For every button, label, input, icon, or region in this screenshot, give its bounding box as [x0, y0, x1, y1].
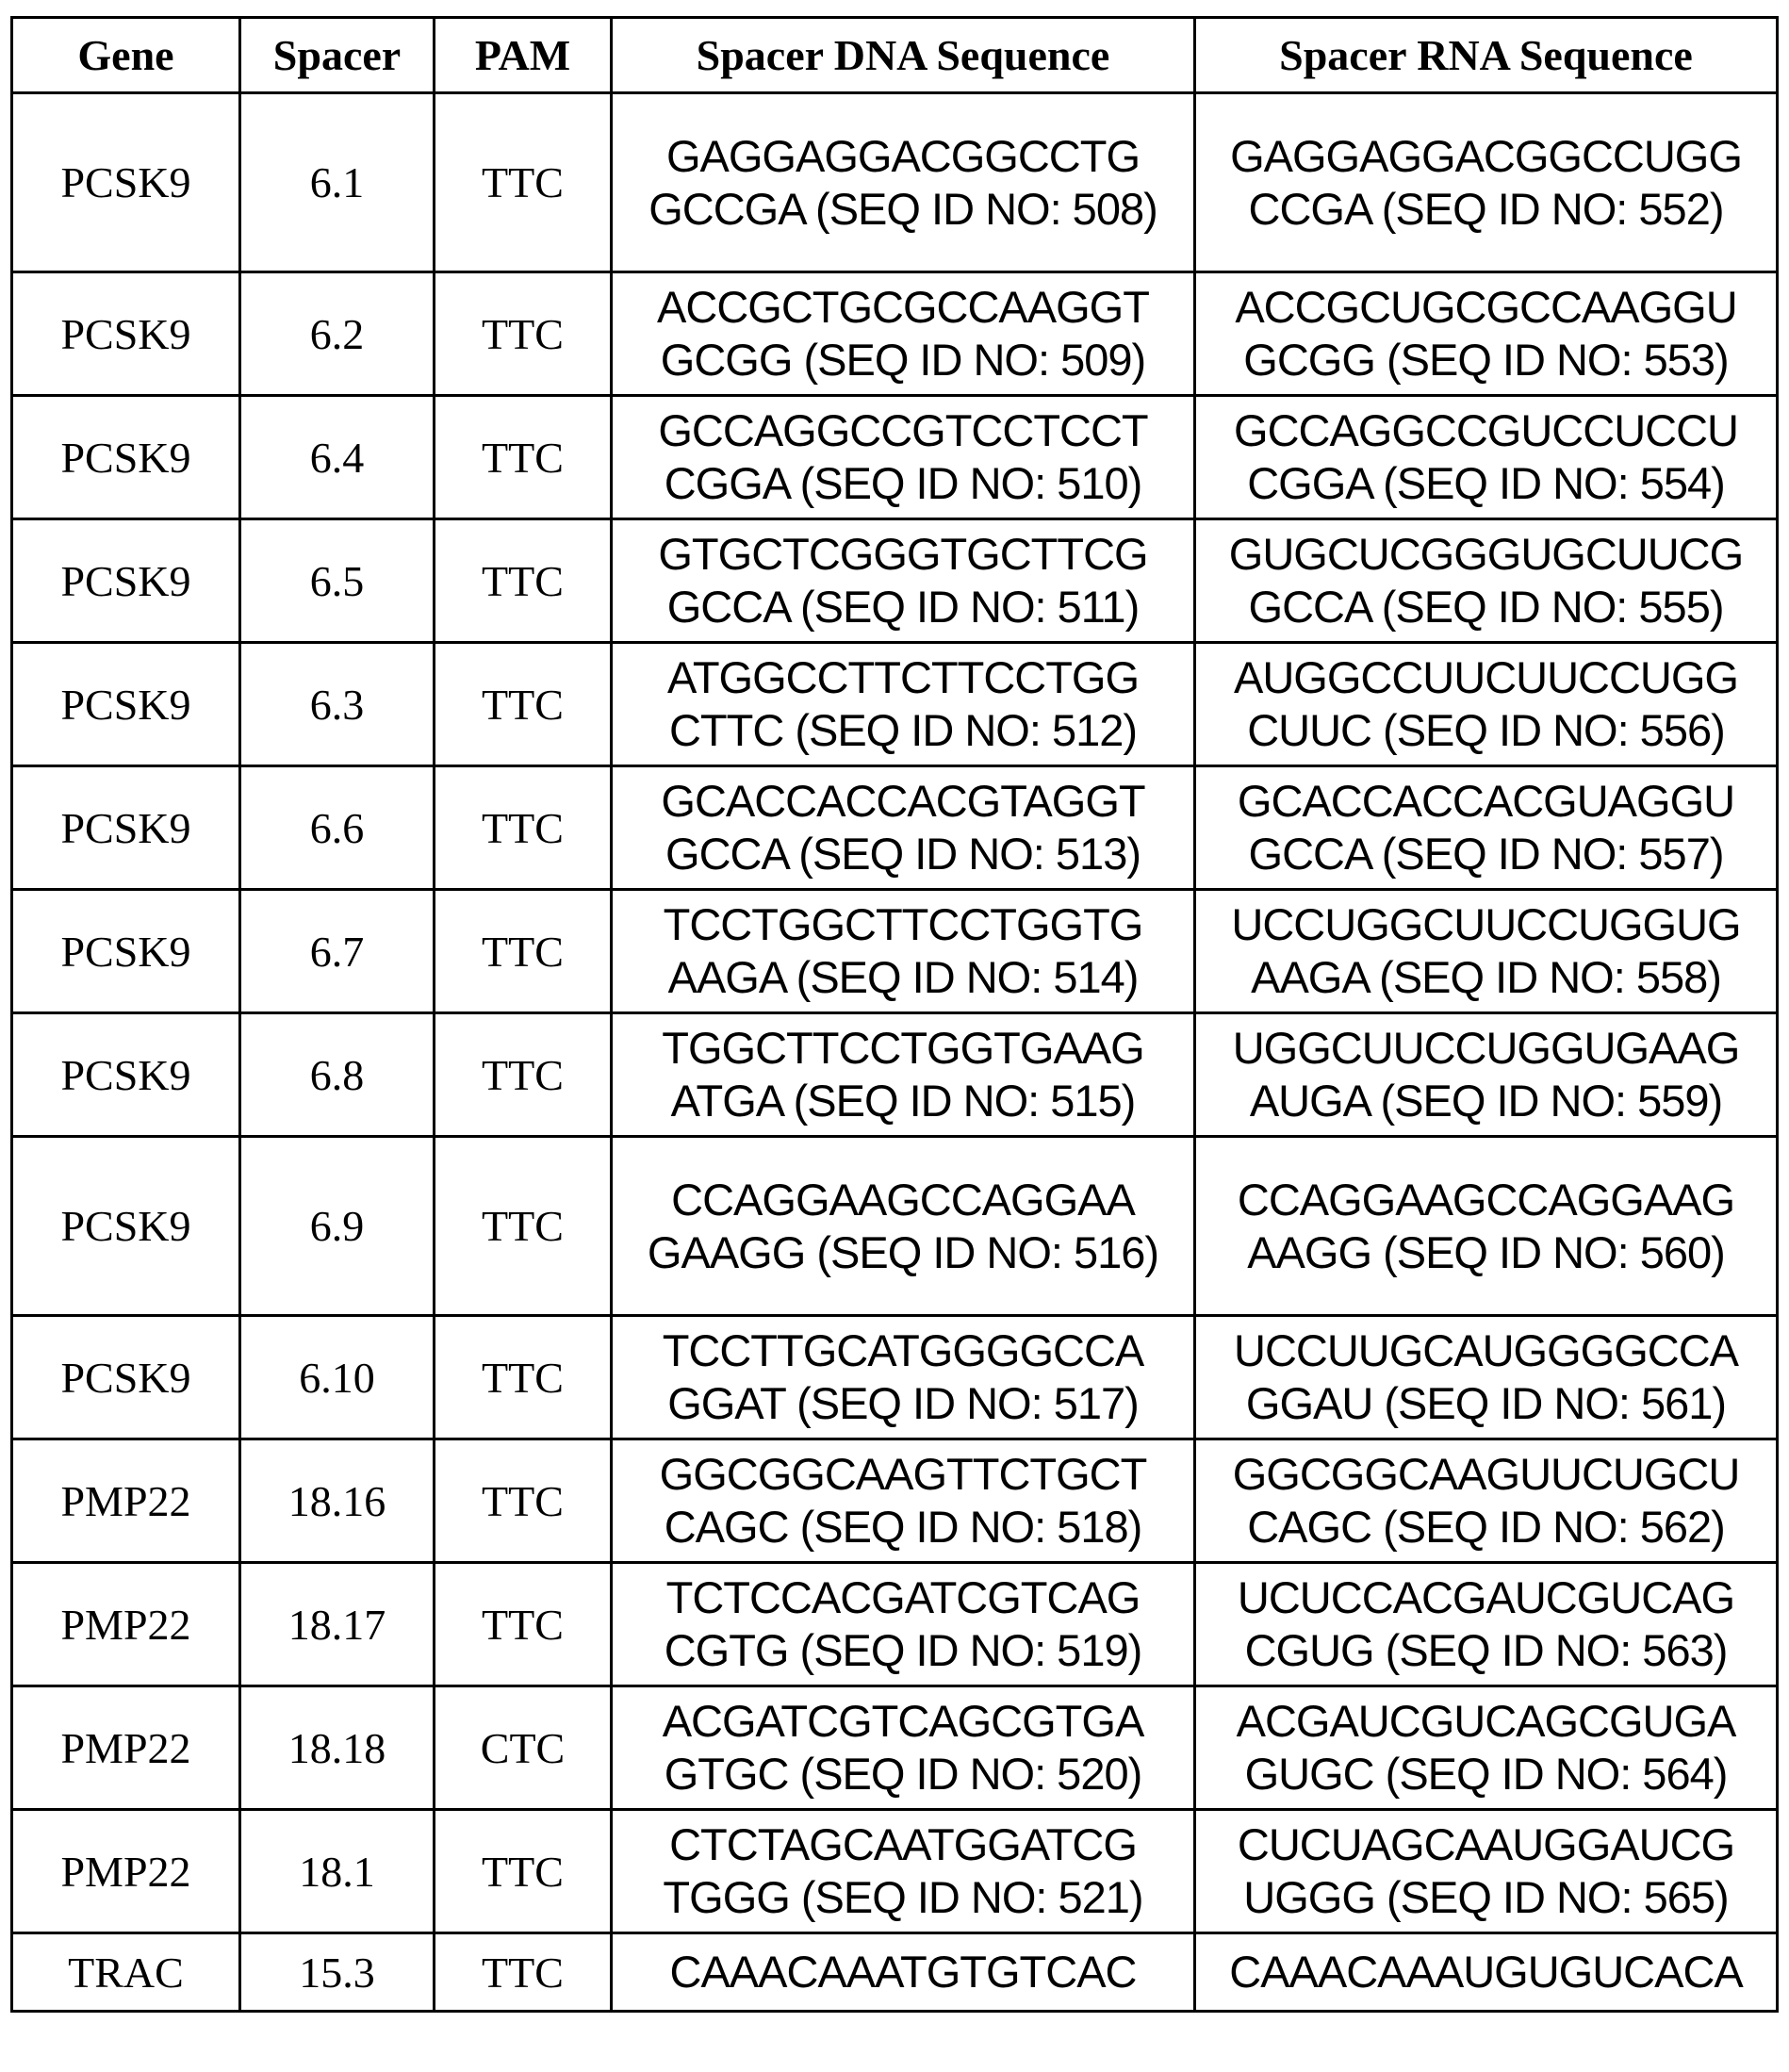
table-row	[12, 272, 1778, 396]
spacer-cell: 6.10	[240, 1316, 435, 1439]
spacer-cell: 6.2	[240, 272, 435, 396]
table-row	[12, 519, 1778, 643]
gene-cell: PCSK9	[12, 766, 240, 890]
dna-sequence-cell: CAAACAAATGTGTCAC	[612, 1933, 1195, 2012]
spacer-cell: 18.16	[240, 1439, 435, 1563]
header-dna-sequence: Spacer DNA Sequence	[612, 18, 1195, 93]
pam-cell: TTC	[435, 1439, 612, 1563]
dna-sequence-cell: TCTCCACGATCGTCAG CGTG (SEQ ID NO: 519)	[612, 1563, 1195, 1686]
table-row	[12, 93, 1778, 272]
dna-sequence-cell: GGCGGCAAGTTCTGCT CAGC (SEQ ID NO: 518)	[612, 1439, 1195, 1563]
pam-cell: TTC	[435, 93, 612, 272]
gene-cell: PCSK9	[12, 1013, 240, 1137]
pam-cell: TTC	[435, 766, 612, 890]
gene-cell: PMP22	[12, 1439, 240, 1563]
dna-sequence-cell: GAGGAGGACGGCCTG GCCGA (SEQ ID NO: 508)	[612, 93, 1195, 272]
gene-cell: PCSK9	[12, 643, 240, 766]
spacer-cell: 6.6	[240, 766, 435, 890]
dna-sequence-cell: TCCTTGCATGGGGCCA GGAT (SEQ ID NO: 517)	[612, 1316, 1195, 1439]
gene-cell: PCSK9	[12, 272, 240, 396]
rna-sequence-cell: GAGGAGGACGGCCUGG CCGA (SEQ ID NO: 552)	[1195, 93, 1778, 272]
gene-cell: TRAC	[12, 1933, 240, 2012]
pam-cell: TTC	[435, 519, 612, 643]
gene-cell: PMP22	[12, 1686, 240, 1810]
table-row	[12, 1686, 1778, 1810]
gene-cell: PMP22	[12, 1810, 240, 1933]
gene-cell: PMP22	[12, 1563, 240, 1686]
rna-sequence-cell: GCACCACCACGUAGGU GCCA (SEQ ID NO: 557)	[1195, 766, 1778, 890]
pam-cell: TTC	[435, 1013, 612, 1137]
rna-sequence-cell: UGGCUUCCUGGUGAAG AUGA (SEQ ID NO: 559)	[1195, 1013, 1778, 1137]
spacer-cell: 6.4	[240, 396, 435, 519]
spacer-cell: 15.3	[240, 1933, 435, 2012]
pam-cell: TTC	[435, 1137, 612, 1316]
rna-sequence-cell: GGCGGCAAGUUCUGCU CAGC (SEQ ID NO: 562)	[1195, 1439, 1778, 1563]
gene-cell: PCSK9	[12, 93, 240, 272]
spacer-cell: 6.3	[240, 643, 435, 766]
rna-sequence-cell: ACGAUCGUCAGCGUGA GUGC (SEQ ID NO: 564)	[1195, 1686, 1778, 1810]
gene-cell: PCSK9	[12, 396, 240, 519]
pam-cell: TTC	[435, 1933, 612, 2012]
dna-sequence-cell: CCAGGAAGCCAGGAA GAAGG (SEQ ID NO: 516)	[612, 1137, 1195, 1316]
table-row	[12, 396, 1778, 519]
rna-sequence-cell: CAAACAAAUGUGUCACA	[1195, 1933, 1778, 2012]
header-pam: PAM	[435, 18, 612, 93]
table-row	[12, 1439, 1778, 1563]
pam-cell: TTC	[435, 643, 612, 766]
dna-sequence-cell: ACCGCTGCGCCAAGGT GCGG (SEQ ID NO: 509)	[612, 272, 1195, 396]
rna-sequence-cell: UCUCCACGAUCGUCAG CGUG (SEQ ID NO: 563)	[1195, 1563, 1778, 1686]
spacer-cell: 6.1	[240, 93, 435, 272]
dna-sequence-cell: GCCAGGCCGTCCTCCT CGGA (SEQ ID NO: 510)	[612, 396, 1195, 519]
dna-sequence-cell: ATGGCCTTCTTCCTGG CTTC (SEQ ID NO: 512)	[612, 643, 1195, 766]
rna-sequence-cell: AUGGCCUUCUUCCUGG CUUC (SEQ ID NO: 556)	[1195, 643, 1778, 766]
spacer-cell: 18.17	[240, 1563, 435, 1686]
rna-sequence-cell: CCAGGAAGCCAGGAAG AAGG (SEQ ID NO: 560)	[1195, 1137, 1778, 1316]
spacer-cell: 6.7	[240, 890, 435, 1013]
table-row	[12, 766, 1778, 890]
pam-cell: TTC	[435, 272, 612, 396]
spacer-cell: 6.9	[240, 1137, 435, 1316]
pam-cell: TTC	[435, 1810, 612, 1933]
dna-sequence-cell: GTGCTCGGGTGCTTCG GCCA (SEQ ID NO: 511)	[612, 519, 1195, 643]
pam-cell: TTC	[435, 1563, 612, 1686]
table-row	[12, 643, 1778, 766]
spacer-cell: 6.5	[240, 519, 435, 643]
pam-cell: TTC	[435, 890, 612, 1013]
header-row	[12, 18, 1778, 93]
header-spacer: Spacer	[240, 18, 435, 93]
table-row	[12, 1013, 1778, 1137]
table-row	[12, 1810, 1778, 1933]
dna-sequence-cell: TGGCTTCCTGGTGAAG ATGA (SEQ ID NO: 515)	[612, 1013, 1195, 1137]
rna-sequence-cell: GCCAGGCCGUCCUCCU CGGA (SEQ ID NO: 554)	[1195, 396, 1778, 519]
rna-sequence-cell: GUGCUCGGGUGCUUCG GCCA (SEQ ID NO: 555)	[1195, 519, 1778, 643]
gene-cell: PCSK9	[12, 519, 240, 643]
header-gene: Gene	[12, 18, 240, 93]
dna-sequence-cell: TCCTGGCTTCCTGGTG AAGA (SEQ ID NO: 514)	[612, 890, 1195, 1013]
spacer-cell: 18.1	[240, 1810, 435, 1933]
spacer-cell: 6.8	[240, 1013, 435, 1137]
rna-sequence-cell: CUCUAGCAAUGGAUCG UGGG (SEQ ID NO: 565)	[1195, 1810, 1778, 1933]
gene-cell: PCSK9	[12, 1316, 240, 1439]
header-rna-sequence: Spacer RNA Sequence	[1195, 18, 1778, 93]
gene-cell: PCSK9	[12, 890, 240, 1013]
pam-cell: TTC	[435, 396, 612, 519]
table-row	[12, 1137, 1778, 1316]
table-row	[12, 1563, 1778, 1686]
rna-sequence-cell: UCCUGGCUUCCUGGUG AAGA (SEQ ID NO: 558)	[1195, 890, 1778, 1013]
gene-cell: PCSK9	[12, 1137, 240, 1316]
dna-sequence-cell: GCACCACCACGTAGGT GCCA (SEQ ID NO: 513)	[612, 766, 1195, 890]
pam-cell: CTC	[435, 1686, 612, 1810]
table-row	[12, 890, 1778, 1013]
spacer-sequence-table	[10, 16, 1779, 2013]
table-row	[12, 1933, 1778, 2012]
dna-sequence-cell: CTCTAGCAATGGATCG TGGG (SEQ ID NO: 521)	[612, 1810, 1195, 1933]
rna-sequence-cell: ACCGCUGCGCCAAGGU GCGG (SEQ ID NO: 553)	[1195, 272, 1778, 396]
rna-sequence-cell: UCCUUGCAUGGGGCCA GGAU (SEQ ID NO: 561)	[1195, 1316, 1778, 1439]
dna-sequence-cell: ACGATCGTCAGCGTGA GTGC (SEQ ID NO: 520)	[612, 1686, 1195, 1810]
spacer-cell: 18.18	[240, 1686, 435, 1810]
table-row	[12, 1316, 1778, 1439]
pam-cell: TTC	[435, 1316, 612, 1439]
